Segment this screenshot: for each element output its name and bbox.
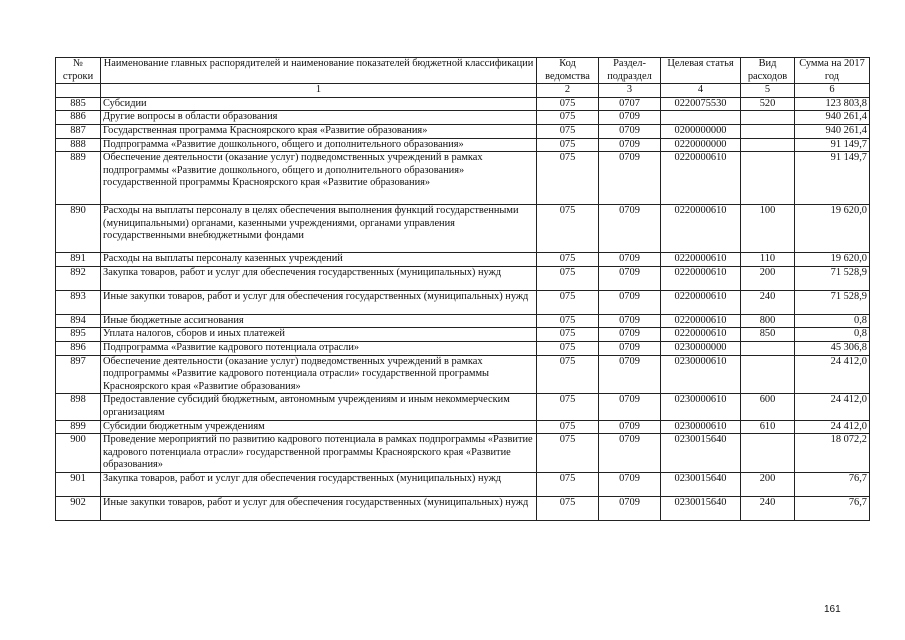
row-section: 0709 xyxy=(599,420,661,434)
row-target-article: 0220000610 xyxy=(661,328,741,342)
table-row xyxy=(56,97,870,111)
row-sum: 71 528,9 xyxy=(795,266,870,290)
row-section: 0709 xyxy=(599,434,661,473)
column-number: 5 xyxy=(741,84,795,98)
row-name: Проведение мероприятий по развитию кадрового потенциала в рамках подпрограммы «Развитие кадрового потенциала отрасли» государственной программы Красноярского края «Развитие образования» xyxy=(101,434,537,473)
row-department-code: 075 xyxy=(537,205,599,253)
row-number: 892 xyxy=(56,266,101,290)
row-sum: 940 261,4 xyxy=(795,124,870,138)
row-expense-type: 240 xyxy=(741,496,795,520)
row-expense-type: 610 xyxy=(741,420,795,434)
row-name: Уплата налогов, сборов и иных платежей xyxy=(101,328,537,342)
row-section: 0709 xyxy=(599,341,661,355)
column-numbers-row xyxy=(56,84,870,98)
row-sum: 91 149,7 xyxy=(795,138,870,152)
row-expense-type: 240 xyxy=(741,290,795,314)
row-number: 897 xyxy=(56,355,101,394)
row-target-article: 0220000000 xyxy=(661,138,741,152)
row-target-article: 0220075530 xyxy=(661,97,741,111)
row-expense-type: 200 xyxy=(741,266,795,290)
row-department-code: 075 xyxy=(537,111,599,125)
row-number: 901 xyxy=(56,472,101,496)
row-expense-type xyxy=(741,124,795,138)
row-department-code: 075 xyxy=(537,496,599,520)
table-row xyxy=(56,205,870,253)
table-row xyxy=(56,434,870,473)
row-expense-type: 850 xyxy=(741,328,795,342)
row-section: 0709 xyxy=(599,205,661,253)
column-number: 6 xyxy=(795,84,870,98)
row-name: Государственная программа Красноярского края «Развитие образования» xyxy=(101,124,537,138)
row-expense-type: 110 xyxy=(741,253,795,267)
table-row xyxy=(56,314,870,328)
row-section: 0709 xyxy=(599,124,661,138)
row-section: 0709 xyxy=(599,253,661,267)
column-number: 1 xyxy=(101,84,537,98)
header-department-code: Код ведомства xyxy=(537,58,599,84)
header-row xyxy=(56,58,870,84)
row-number: 893 xyxy=(56,290,101,314)
row-department-code: 075 xyxy=(537,434,599,473)
row-expense-type xyxy=(741,111,795,125)
row-department-code: 075 xyxy=(537,314,599,328)
table-row xyxy=(56,111,870,125)
row-sum: 0,8 xyxy=(795,328,870,342)
row-target-article: 0220000610 xyxy=(661,314,741,328)
table-header xyxy=(56,58,870,98)
row-name: Обеспечение деятельности (оказание услуг) подведомственных учреждений в рамках подпрограммы «Развитие кадрового потенциала отрасли» государственной программы Красноярского края «Развитие образования» xyxy=(101,355,537,394)
table-row xyxy=(56,138,870,152)
row-expense-type: 200 xyxy=(741,472,795,496)
row-expense-type xyxy=(741,355,795,394)
row-section: 0707 xyxy=(599,97,661,111)
row-expense-type xyxy=(741,434,795,473)
row-department-code: 075 xyxy=(537,124,599,138)
row-number: 891 xyxy=(56,253,101,267)
row-sum: 24 412,0 xyxy=(795,394,870,420)
table-row xyxy=(56,420,870,434)
table-row xyxy=(56,328,870,342)
row-expense-type xyxy=(741,152,795,205)
row-section: 0709 xyxy=(599,111,661,125)
row-target-article: 0230000000 xyxy=(661,341,741,355)
row-target-article: 0230000610 xyxy=(661,394,741,420)
row-name: Иные закупки товаров, работ и услуг для обеспечения государственных (муниципальных) нужд xyxy=(101,290,537,314)
row-target-article: 0230015640 xyxy=(661,472,741,496)
row-target-article xyxy=(661,111,741,125)
row-number: 900 xyxy=(56,434,101,473)
row-name: Иные закупки товаров, работ и услуг для обеспечения государственных (муниципальных) нужд xyxy=(101,496,537,520)
row-target-article: 0200000000 xyxy=(661,124,741,138)
table-row xyxy=(56,472,870,496)
header-target-article: Целевая статья xyxy=(661,58,741,84)
row-sum: 19 620,0 xyxy=(795,253,870,267)
table-body xyxy=(56,97,870,520)
row-department-code: 075 xyxy=(537,152,599,205)
row-name: Другие вопросы в области образования xyxy=(101,111,537,125)
table-row xyxy=(56,394,870,420)
row-name: Подпрограмма «Развитие дошкольного, общего и дополнительного образования» xyxy=(101,138,537,152)
row-name: Иные бюджетные ассигнования xyxy=(101,314,537,328)
row-sum: 123 803,8 xyxy=(795,97,870,111)
row-target-article: 0220000610 xyxy=(661,152,741,205)
row-sum: 18 072,2 xyxy=(795,434,870,473)
row-expense-type: 800 xyxy=(741,314,795,328)
row-expense-type xyxy=(741,138,795,152)
row-section: 0709 xyxy=(599,266,661,290)
budget-table xyxy=(55,57,870,521)
row-number: 902 xyxy=(56,496,101,520)
row-department-code: 075 xyxy=(537,266,599,290)
row-name: Подпрограмма «Развитие кадрового потенциала отрасли» xyxy=(101,341,537,355)
row-section: 0709 xyxy=(599,355,661,394)
row-sum: 76,7 xyxy=(795,472,870,496)
table-row xyxy=(56,253,870,267)
row-section: 0709 xyxy=(599,290,661,314)
row-number: 889 xyxy=(56,152,101,205)
row-department-code: 075 xyxy=(537,341,599,355)
column-number: 2 xyxy=(537,84,599,98)
row-target-article: 0220000610 xyxy=(661,266,741,290)
table-row xyxy=(56,124,870,138)
row-department-code: 075 xyxy=(537,290,599,314)
row-sum: 76,7 xyxy=(795,496,870,520)
row-section: 0709 xyxy=(599,328,661,342)
row-sum: 940 261,4 xyxy=(795,111,870,125)
row-number: 888 xyxy=(56,138,101,152)
row-target-article: 0230015640 xyxy=(661,496,741,520)
row-name: Закупка товаров, работ и услуг для обеспечения государственных (муниципальных) нужд xyxy=(101,472,537,496)
table-row xyxy=(56,496,870,520)
table-row xyxy=(56,355,870,394)
row-section: 0709 xyxy=(599,496,661,520)
row-expense-type: 520 xyxy=(741,97,795,111)
row-section: 0709 xyxy=(599,152,661,205)
row-target-article: 0230000610 xyxy=(661,355,741,394)
row-sum: 91 149,7 xyxy=(795,152,870,205)
row-name: Субсидии бюджетным учреждениям xyxy=(101,420,537,434)
row-name: Обеспечение деятельности (оказание услуг) подведомственных учреждений в рамках подпрограммы «Развитие дошкольного, общего и дополнительного образования» государственной программы Красноярского края «Развитие образования» xyxy=(101,152,537,205)
header-row-number: № строки xyxy=(56,58,101,84)
row-target-article: 0220000610 xyxy=(661,253,741,267)
row-section: 0709 xyxy=(599,472,661,496)
row-department-code: 075 xyxy=(537,97,599,111)
header-sum: Сумма на 2017 год xyxy=(795,58,870,84)
header-section: Раздел-подраздел xyxy=(599,58,661,84)
row-department-code: 075 xyxy=(537,253,599,267)
row-number: 890 xyxy=(56,205,101,253)
row-target-article: 0230000610 xyxy=(661,420,741,434)
row-expense-type: 100 xyxy=(741,205,795,253)
row-department-code: 075 xyxy=(537,420,599,434)
row-number: 898 xyxy=(56,394,101,420)
row-department-code: 075 xyxy=(537,328,599,342)
row-name: Расходы на выплаты персоналу в целях обеспечения выполнения функций государственными (муниципальными) органами, казенными учреждениями, органами управления государственными внебюджетными фондами xyxy=(101,205,537,253)
header-name: Наименование главных распорядителей и наименование показателей бюджетной классификации xyxy=(101,58,537,84)
row-target-article: 0220000610 xyxy=(661,205,741,253)
row-section: 0709 xyxy=(599,138,661,152)
row-name: Закупка товаров, работ и услуг для обеспечения государственных (муниципальных) нужд xyxy=(101,266,537,290)
row-name: Субсидии xyxy=(101,97,537,111)
row-number: 899 xyxy=(56,420,101,434)
row-number: 886 xyxy=(56,111,101,125)
row-department-code: 075 xyxy=(537,472,599,496)
row-expense-type xyxy=(741,341,795,355)
page-number: 161 xyxy=(824,604,841,615)
table-row xyxy=(56,152,870,205)
row-number: 894 xyxy=(56,314,101,328)
row-sum: 45 306,8 xyxy=(795,341,870,355)
table-row xyxy=(56,341,870,355)
column-number: 3 xyxy=(599,84,661,98)
row-sum: 24 412,0 xyxy=(795,420,870,434)
row-number: 896 xyxy=(56,341,101,355)
table-row xyxy=(56,290,870,314)
row-sum: 19 620,0 xyxy=(795,205,870,253)
row-department-code: 075 xyxy=(537,138,599,152)
row-department-code: 075 xyxy=(537,355,599,394)
column-number: 4 xyxy=(661,84,741,98)
column-number-blank xyxy=(56,84,101,98)
row-section: 0709 xyxy=(599,394,661,420)
row-sum: 0,8 xyxy=(795,314,870,328)
row-sum: 24 412,0 xyxy=(795,355,870,394)
row-sum: 71 528,9 xyxy=(795,290,870,314)
row-number: 895 xyxy=(56,328,101,342)
table-row xyxy=(56,266,870,290)
row-expense-type: 600 xyxy=(741,394,795,420)
row-name: Предоставление субсидий бюджетным, автономным учреждениям и иным некоммерческим организациям xyxy=(101,394,537,420)
row-target-article: 0230015640 xyxy=(661,434,741,473)
row-name: Расходы на выплаты персоналу казенных учреждений xyxy=(101,253,537,267)
row-section: 0709 xyxy=(599,314,661,328)
row-number: 885 xyxy=(56,97,101,111)
row-department-code: 075 xyxy=(537,394,599,420)
row-target-article: 0220000610 xyxy=(661,290,741,314)
header-expense-type: Вид расходов xyxy=(741,58,795,84)
row-number: 887 xyxy=(56,124,101,138)
